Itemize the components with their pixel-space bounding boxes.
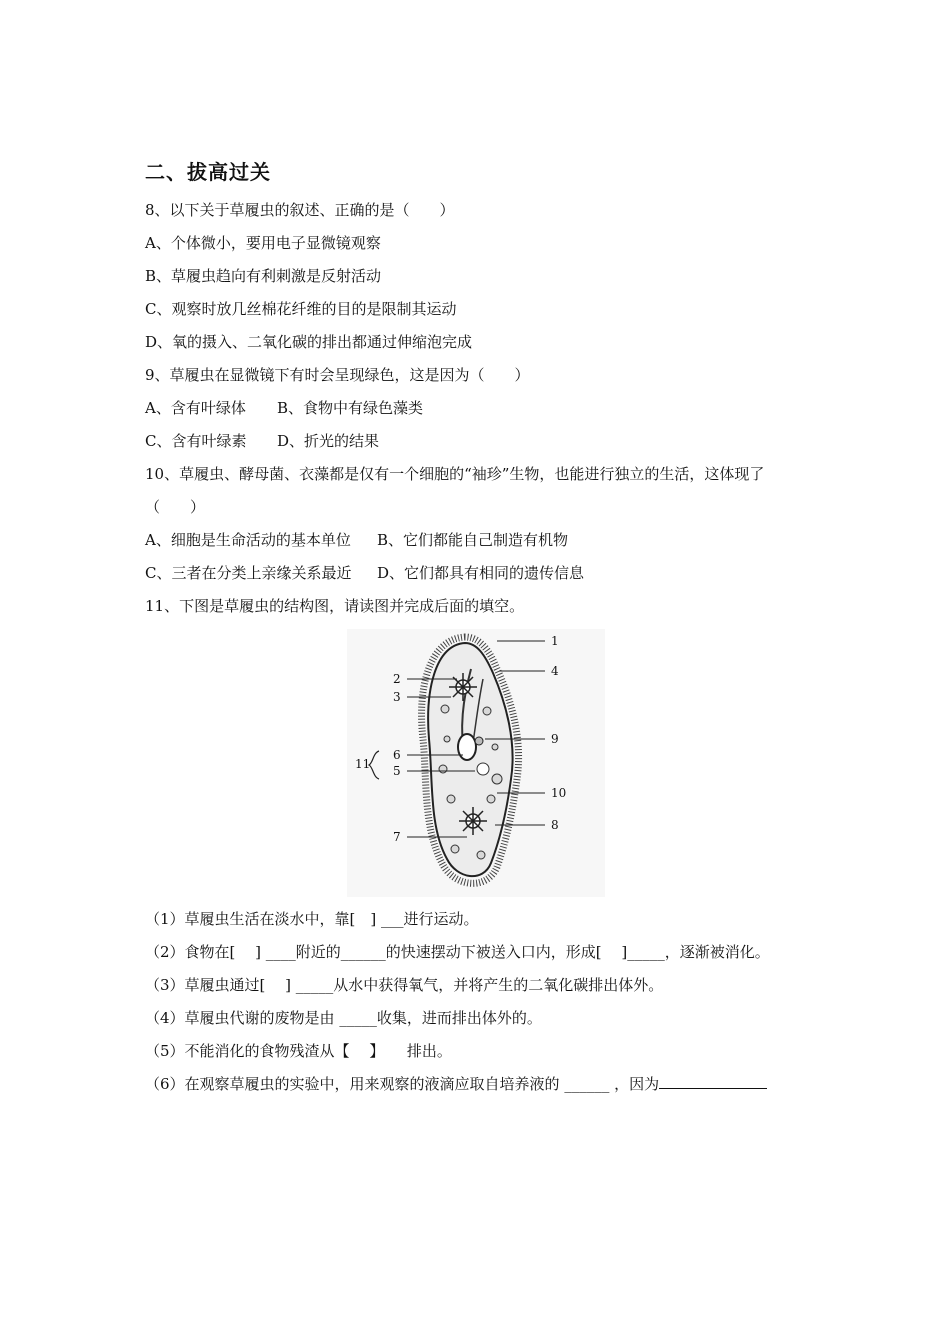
figure-label-7: 7 [393,830,401,844]
paramecium-diagram [347,629,605,897]
section-title: 二、拔高过关 [145,160,271,184]
q10-option-b: B、它们都能自己制造有机物 [377,531,569,549]
figure-label-10: 10 [551,786,567,800]
q11-item-5: （5）不能消化的食物残渣从【 】 排出。 [145,1042,452,1060]
q10-option-a: A、细胞是生命活动的基本单位 [145,531,351,549]
q8-option-b: B、草履虫趋向有利刺激是反射活动 [145,267,382,285]
q9-stem: 9、草履虫在显微镜下有时会呈现绿色，这是因为（ ） [145,366,530,384]
q9-option-c: C、含有叶绿素 [145,432,247,450]
q8-option-a: A、个体微小，要用电子显微镜观察 [145,234,381,252]
q8-option-c: C、观察时放几丝棉花纤维的目的是限制其运动 [145,300,457,318]
figure-label-1: 1 [551,634,559,648]
q9-option-d: D、折光的结果 [277,432,380,450]
q10-stem: 10、草履虫、酵母菌、衣藻都是仅有一个细胞的“袖珍”生物，也能进行独立的生活，这体现了（ ） [145,465,765,516]
q11-item-6-row [145,1068,810,1101]
q9-option-b: B、食物中有绿色藻类 [277,399,424,417]
figure-label-11: 11 [355,757,371,771]
q10-options-row-1 [145,524,810,557]
figure-label-3: 3 [393,690,401,704]
q11-stem: 11、下图是草履虫的结构图，请读图并完成后面的填空。 [145,597,525,615]
worksheet [145,158,810,1101]
q10-option-c: C、三者在分类上亲缘关系最近 [145,564,352,582]
q9-options-row-2 [145,425,810,458]
q11-item-6: （6）在观察草履虫的实验中，用来观察的液滴应取自培养液的 ______ ，因为 [145,1075,660,1093]
q10-options-row-2 [145,557,810,590]
q9-options-row-1 [145,392,810,425]
q10-option-d: D、它们都具有相同的遗传信息 [377,564,585,582]
q11-item-4: （4）草履虫代谢的废物是由 _____收集，进而排出体外的。 [145,1009,542,1027]
figure-label-5: 5 [393,764,401,778]
figure-label-6: 6 [393,748,401,762]
figure-label-4: 4 [551,664,559,678]
q8-option-d: D、氧的摄入、二氧化碳的排出都通过伸缩泡完成 [145,333,473,351]
q11-item-6-answer-line [659,1074,767,1089]
q11-item-3: （3）草履虫通过[ ] _____从水中获得氧气，并将产生的二氧化碳排出体外。 [145,976,664,994]
figure-label-9: 9 [551,732,559,746]
q9-option-a: A、含有叶绿体 [145,399,246,417]
paramecium-illustration [347,629,605,897]
q8-stem: 8、以下关于草履虫的叙述、正确的是（ ） [145,201,455,219]
figure-label-8: 8 [551,818,559,832]
q11-item-1: （1）草履虫生活在淡水中，靠[ ] ___进行运动。 [145,910,479,928]
figure-label-2: 2 [393,672,401,686]
q11-item-2: （2）食物在[ ] ____附近的______的快速摆动下被送入口内，形成[ ]_____，逐渐被消化。 [145,943,770,961]
